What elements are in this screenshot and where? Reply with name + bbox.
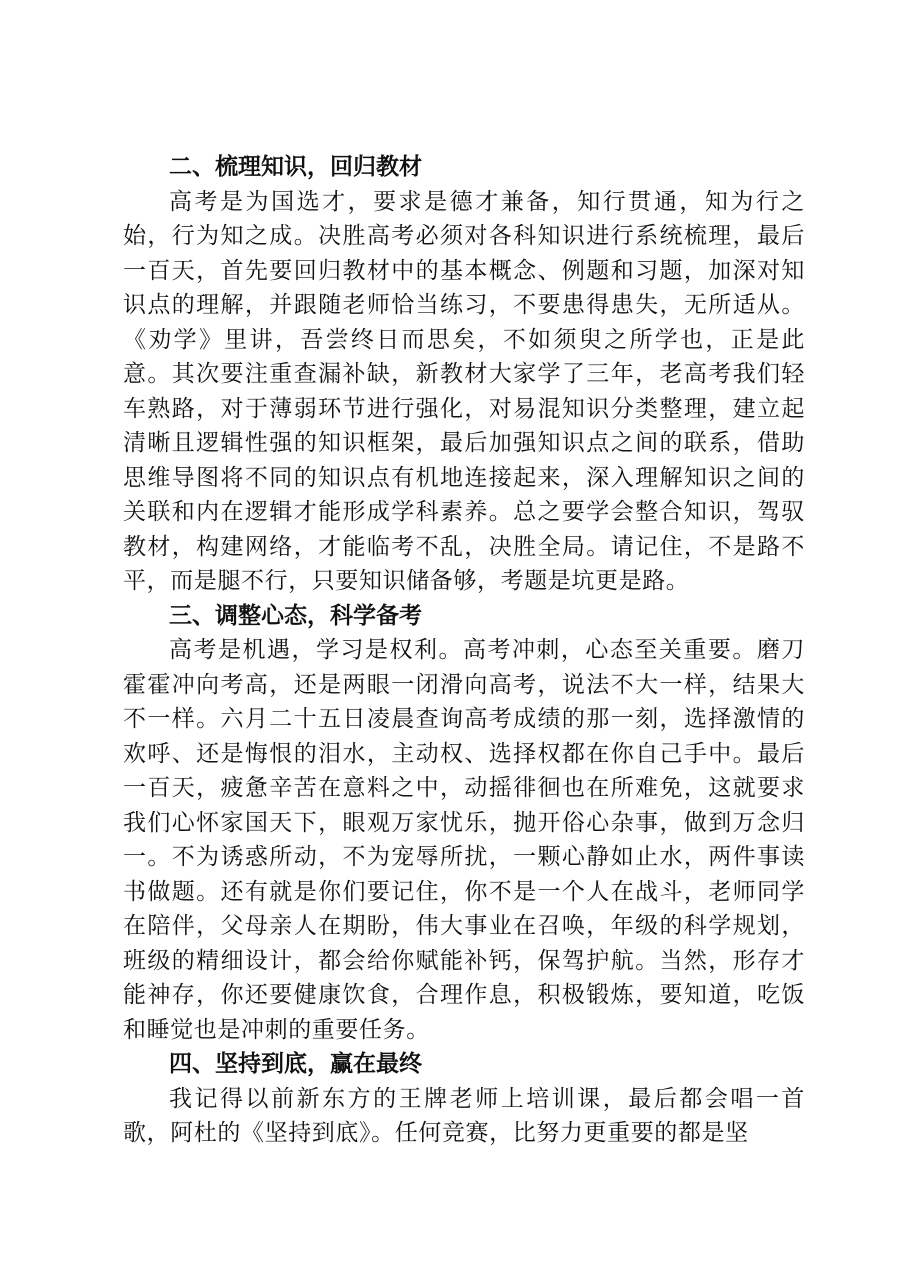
document-body <box>123 150 805 1151</box>
section-paragraph-3: 高考是机遇，学习是权利。高考冲刺，心态至关重要。磨刀霍霍冲向考高，还是两眼一闭滑向高考，说法不大一样，结果大不一样。六月二十五日凌晨查询高考成绩的那一刻，选择激情的欢呼、还是悔恨的泪水，主动权、选择权都在你自己手中。最后一百天，疲惫辛苦在意料之中，动摇徘徊也在所难免，这就要求我们心怀家国天下，眼观万家忧乐，抛开俗心杂事，做到万念归一。不为诱惑所动，不为宠辱所扰，一颗心静如止水，两件事读书做题。还有就是你们要记住，你不是一个人在战斗，老师同学在陪伴，父母亲人在期盼，伟大事业在召唤，年级的科学规划，班级的精细设计，都会给你赋能补钙，保驾护航。当然，形存才能神存，你还要健康饮食，合理作息，积极锻炼，要知道，吃饭和睡觉也是冲刺的重要任务。 <box>123 637 805 1043</box>
section-heading-3: 三、调整心态，科学备考 <box>169 602 422 629</box>
section-heading-2: 二、梳理知识，回归教材 <box>169 154 422 180</box>
section-heading-4: 四、坚持到底，赢在最终 <box>169 1051 422 1077</box>
section-paragraph-4: 我记得以前新东方的王牌老师上培训课，最后都会唱一首歌，阿杜的《坚持到底》。任何竞赛，比努力更重要的都是坚 <box>123 1085 805 1146</box>
section-paragraph-2: 高考是为国选才，要求是德才兼备，知行贯通，知为行之始，行为知之成。决胜高考必须对各科知识进行系统梳理，最后一百天，首先要回归教材中的基本概念、例题和习题，加深对知识点的理解，并跟随老师恰当练习，不要患得患失，无所适从。《劝学》里讲，吾尝终日而思矣，不如须臾之所学也，正是此意。其次要注重查漏补缺，新教材大家学了三年，老高考我们轻车熟路，对于薄弱环节进行强化，对易混知识分类整理，建立起清晰且逻辑性强的知识框架，最后加强知识点之间的联系，借助思维导图将不同的知识点有机地连接起来，深入理解知识之间的关联和内在逻辑才能形成学科素养。总之要学会整合知识，驾驭教材，构建网络，才能临考不乱，决胜全局。请记住，不是路不平，而是腿不行，只要知识储备够，考题是坑更是路。 <box>123 188 805 594</box>
